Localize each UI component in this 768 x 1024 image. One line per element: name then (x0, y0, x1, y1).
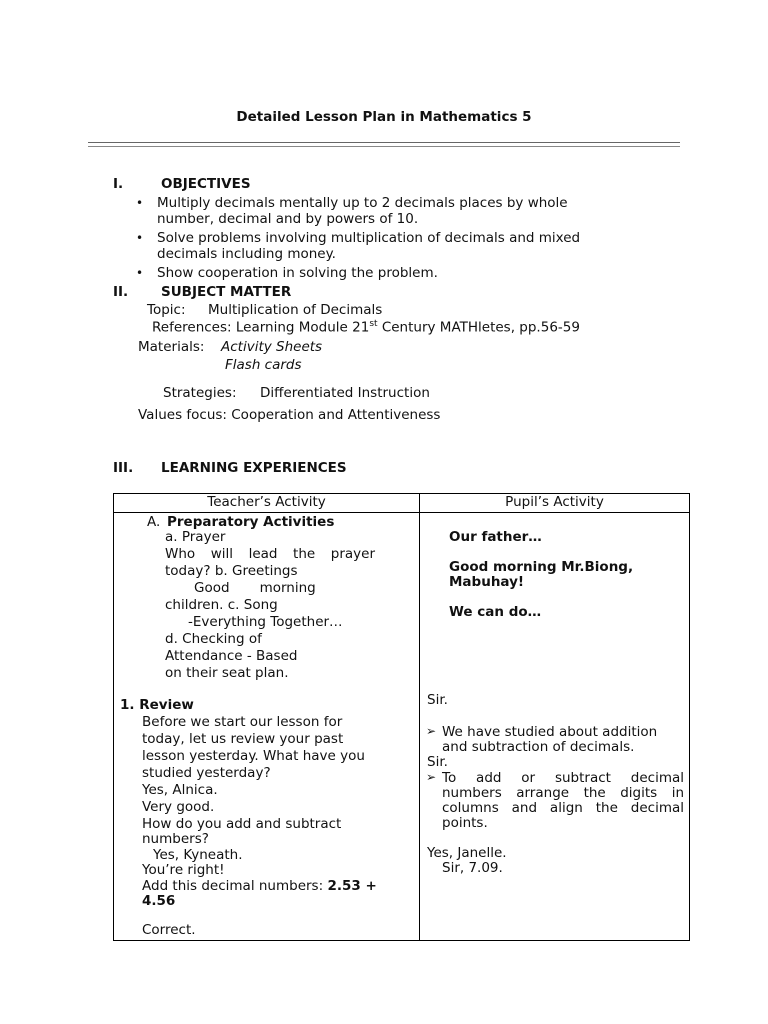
correct-text: Correct. (142, 922, 196, 938)
add-decimals-line (142, 878, 377, 894)
add-decimals-value: 2.53 + (327, 878, 377, 894)
prep-heading: Preparatory Activities (167, 514, 335, 530)
pupil-answer-line: columns and align the decimal (442, 800, 684, 816)
review-line: today, let us review your past (142, 731, 344, 747)
review-line: lesson yesterday. What have you (142, 748, 365, 764)
subject-matter-heading: SUBJECT MATTER (161, 284, 292, 300)
objective-3-line-1: Show cooperation in solving the problem. (157, 265, 438, 281)
prep-line: Who will lead the prayer (165, 546, 375, 562)
arrow-bullet-icon: ➢ (426, 724, 437, 738)
prep-line: d. Checking of (165, 631, 262, 647)
add-decimals-value-cont: 4.56 (142, 893, 176, 909)
pupil-answer-line: To add or subtract decimal (442, 770, 684, 786)
add-decimals-prefix: Add this decimal numbers: (142, 878, 328, 894)
prep-line: on their seat plan. (165, 665, 289, 681)
material-item: Activity Sheets (221, 339, 323, 355)
pupil-activity-cell (420, 513, 690, 941)
references-superscript: st (369, 319, 378, 329)
material-item: Flash cards (225, 357, 302, 373)
title-divider-secondary (88, 146, 680, 147)
bullet-marker: • (136, 266, 144, 280)
title-divider (88, 142, 680, 143)
pupil-answer-line: We have studied about addition (442, 724, 658, 740)
strategies-value: Differentiated Instruction (260, 385, 430, 401)
pupil-answer-line: points. (442, 815, 488, 831)
pupil-response: Our father… (449, 529, 542, 545)
pupil-answer-line: numbers arrange the digits in (442, 785, 684, 801)
review-line: Very good. (142, 799, 215, 815)
prep-line: a. Prayer (165, 529, 226, 545)
review-line: Yes, Alnica. (142, 782, 218, 798)
pupil-sir-answer: Sir, 7.09. (442, 860, 503, 876)
objective-1-line-2: number, decimal and by powers of 10. (157, 211, 419, 227)
pupil-answer-line: and subtraction of decimals. (442, 739, 635, 755)
document-title: Detailed Lesson Plan in Mathematics 5 (236, 109, 532, 125)
activity-table (113, 493, 690, 941)
objectives-heading: OBJECTIVES (161, 176, 251, 192)
learning-experiences-heading: LEARNING EXPERIENCES (161, 460, 347, 476)
prep-line: today? b. Greetings (165, 563, 298, 579)
prep-line: -Everything Together… (188, 614, 343, 630)
topic-label: Topic: (147, 302, 186, 318)
objectives-numeral: I. (113, 176, 124, 192)
prep-line: children. c. Song (165, 597, 278, 613)
review-line: Yes, Kyneath. (153, 847, 243, 863)
subject-matter-numeral: II. (113, 284, 129, 300)
values-focus: Values focus: Cooperation and Attentiveness (138, 407, 441, 423)
review-line: You’re right! (142, 862, 225, 878)
review-line: numbers? (142, 831, 209, 847)
pupil-response: Mabuhay! (449, 574, 525, 590)
review-line: studied yesterday? (142, 765, 271, 781)
bullet-marker: • (136, 196, 144, 210)
topic-value: Multiplication of Decimals (208, 302, 383, 318)
teacher-activity-cell (114, 513, 420, 941)
references-suffix: Century MATHletes, pp.56-59 (377, 319, 580, 336)
references-line (152, 319, 580, 336)
pupil-yes-janelle: Yes, Janelle. (427, 845, 507, 861)
objective-2-line-2: decimals including money. (157, 246, 336, 262)
objective-2-line-1: Solve problems involving multiplication of decimals and mixed (157, 230, 581, 246)
prep-line: Attendance - Based (165, 648, 298, 664)
strategies-label: Strategies: (163, 385, 237, 401)
pupil-response: Good morning Mr.Biong, (449, 559, 634, 575)
references-prefix: References: Learning Module 21 (152, 319, 370, 336)
pupil-sir: Sir. (427, 754, 448, 770)
bullet-marker: • (136, 231, 144, 245)
review-heading: 1. Review (120, 697, 194, 713)
pupil-activity-header: Pupil’s Activity (420, 494, 690, 513)
pupil-response: We can do… (449, 604, 542, 620)
pupil-sir: Sir. (427, 692, 448, 708)
teacher-activity-header: Teacher’s Activity (114, 494, 420, 513)
review-line: Before we start our lesson for (142, 714, 343, 730)
prep-letter: A. (147, 514, 161, 530)
learning-experiences-numeral: III. (113, 460, 134, 476)
review-line: How do you add and subtract (142, 816, 342, 832)
arrow-bullet-icon: ➢ (426, 770, 437, 784)
prep-line: Good morning (194, 580, 316, 596)
objective-1-line-1: Multiply decimals mentally up to 2 decimals places by whole (157, 195, 568, 211)
materials-label: Materials: (138, 339, 205, 355)
